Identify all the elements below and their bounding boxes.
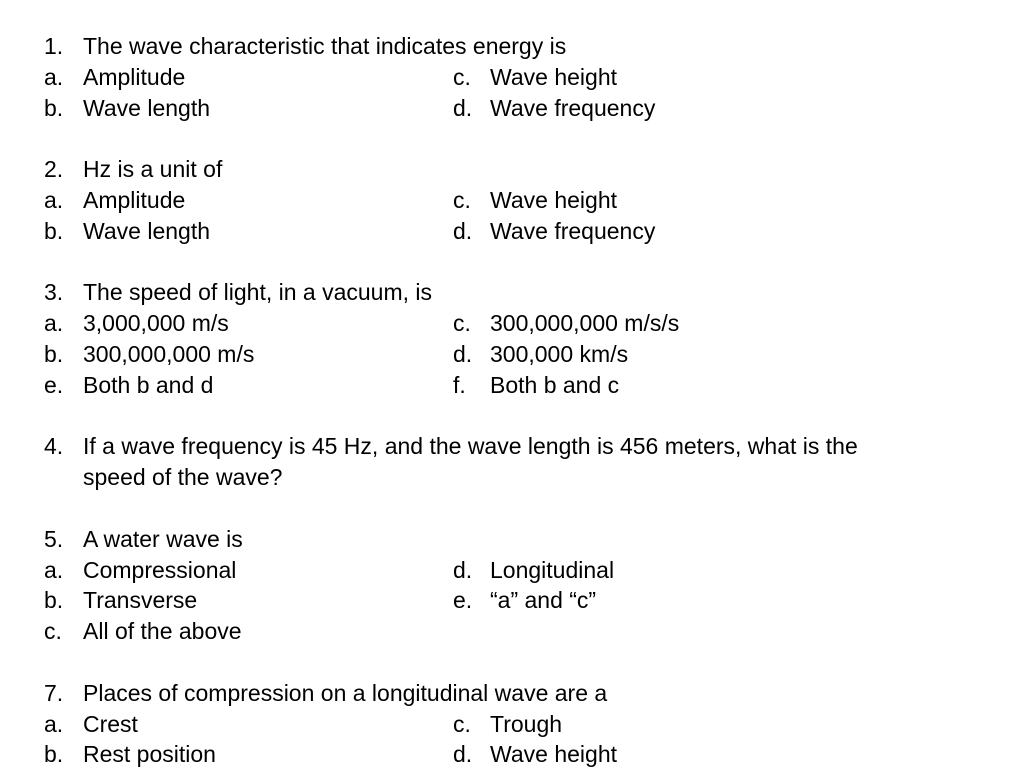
answer-option-text: Wave height (490, 186, 617, 213)
answer-option-text: Crest (83, 710, 138, 737)
answer-row (0, 585, 1024, 616)
answer-option-letter: e. (44, 371, 64, 398)
answer-option-text: Wave length (83, 94, 210, 121)
question-text: A water wave is (83, 525, 243, 552)
answer-row (0, 370, 1024, 401)
question-text: Hz is a unit of (83, 156, 223, 183)
answer-option-text: Wave height (490, 741, 617, 768)
question-stem (0, 154, 1024, 185)
answer-option-text: “a” and “c” (490, 587, 597, 614)
answer-option-text: Amplitude (83, 186, 186, 213)
answer-option-text: Transverse (83, 587, 198, 614)
question-number: 7. (44, 679, 64, 706)
question-number: 5. (44, 525, 64, 552)
answer-option-text: 300,000,000 m/s (83, 340, 255, 367)
answer-option-text: All of the above (83, 618, 242, 645)
question-stem (0, 277, 1024, 308)
answer-option-letter: c. (44, 618, 62, 645)
question-spacer (0, 401, 1024, 432)
answer-option-letter: b. (44, 741, 64, 768)
answer-option-letter: b. (44, 340, 64, 367)
answer-option-letter: a. (44, 710, 64, 737)
question-stem (0, 678, 1024, 709)
question-text-continuation: speed of the wave? (83, 464, 283, 491)
answer-option-letter: e. (453, 587, 473, 614)
quiz-document (0, 31, 1024, 770)
answer-option-letter: f. (453, 371, 466, 398)
answer-row (0, 739, 1024, 770)
question-block (0, 31, 1024, 123)
question-stem (0, 31, 1024, 62)
answer-option-letter: a. (44, 63, 64, 90)
question-block (0, 431, 1024, 493)
answer-option-text: Wave frequency (490, 217, 656, 244)
answer-option-letter: a. (44, 186, 64, 213)
question-number: 4. (44, 433, 64, 460)
answer-option-text: 300,000,000 m/s/s (490, 310, 680, 337)
answer-row (0, 216, 1024, 247)
question-block (0, 154, 1024, 246)
question-text: Places of compression on a longitudinal wave are a (83, 679, 608, 706)
answer-option-text: Wave height (490, 63, 617, 90)
question-stem (0, 431, 1024, 462)
question-text: If a wave frequency is 45 Hz, and the wave length is 456 meters, what is the (83, 433, 858, 460)
answer-option-text: Wave length (83, 217, 210, 244)
question-text: The speed of light, in a vacuum, is (83, 279, 433, 306)
answer-option-letter: b. (44, 94, 64, 121)
answer-option-letter: a. (44, 310, 64, 337)
question-number: 3. (44, 279, 64, 306)
answer-option-text: Wave frequency (490, 94, 656, 121)
answer-option-text: Longitudinal (490, 556, 615, 583)
answer-option-letter: a. (44, 556, 64, 583)
answer-option-letter: c. (453, 310, 471, 337)
question-block (0, 277, 1024, 400)
answer-option-letter: b. (44, 217, 64, 244)
answer-option-text: Amplitude (83, 63, 186, 90)
answer-option-letter: d. (453, 741, 473, 768)
answer-option-text: Compressional (83, 556, 237, 583)
answer-option-letter: b. (44, 587, 64, 614)
answer-option-text: Rest position (83, 741, 216, 768)
answer-row (0, 616, 1024, 647)
question-stem-continuation (0, 462, 1024, 493)
answer-option-letter: d. (453, 217, 473, 244)
answer-row (0, 709, 1024, 740)
answer-option-text: Both b and c (490, 371, 620, 398)
answer-option-letter: c. (453, 63, 471, 90)
answer-row (0, 93, 1024, 124)
answer-option-text: 3,000,000 m/s (83, 310, 229, 337)
answer-option-letter: d. (453, 340, 473, 367)
question-number: 1. (44, 33, 64, 59)
answer-row (0, 185, 1024, 216)
answer-row (0, 339, 1024, 370)
answer-option-letter: c. (453, 186, 471, 213)
question-spacer (0, 647, 1024, 678)
question-stem (0, 524, 1024, 555)
answer-row (0, 555, 1024, 586)
question-spacer (0, 247, 1024, 278)
question-block (0, 524, 1024, 647)
answer-row (0, 308, 1024, 339)
answer-option-letter: d. (453, 556, 473, 583)
answer-row (0, 62, 1024, 93)
question-spacer (0, 123, 1024, 154)
question-block (0, 678, 1024, 770)
answer-option-text: 300,000 km/s (490, 340, 629, 367)
answer-option-letter: d. (453, 94, 473, 121)
question-text: The wave characteristic that indicates energy is (83, 33, 567, 59)
answer-option-letter: c. (453, 710, 471, 737)
question-spacer (0, 493, 1024, 524)
question-number: 2. (44, 156, 64, 183)
answer-option-text: Both b and d (83, 371, 214, 398)
answer-option-text: Trough (490, 710, 563, 737)
